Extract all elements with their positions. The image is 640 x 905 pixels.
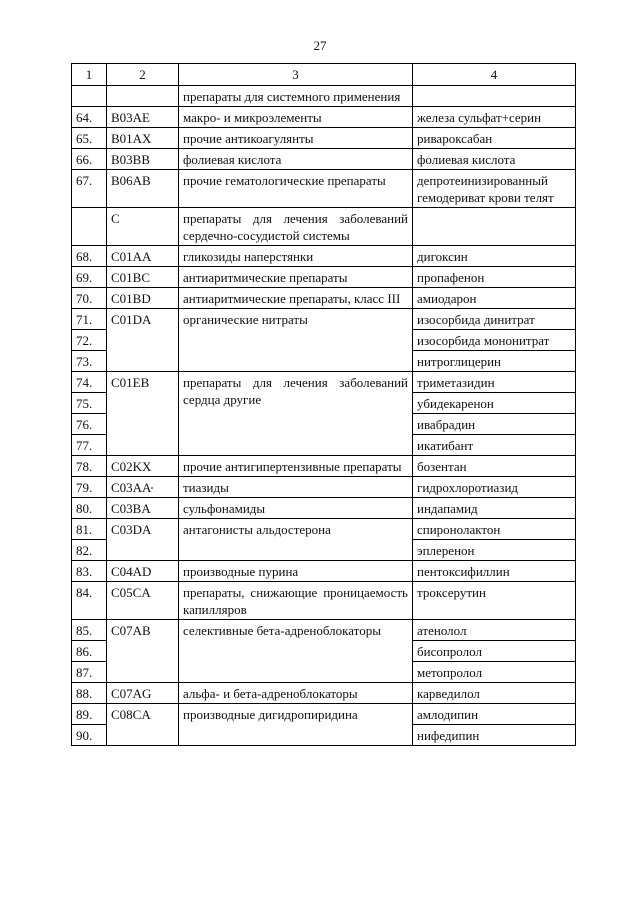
atc-code: B06AB bbox=[107, 170, 179, 208]
group-description: антиаритмические препараты bbox=[179, 267, 413, 288]
drug-name: амлодипин bbox=[413, 704, 576, 725]
drug-name: железа сульфат+серин bbox=[413, 107, 576, 128]
group-description: препараты для лечения заболеваний сердца другие bbox=[179, 372, 413, 456]
table-row bbox=[72, 267, 576, 288]
group-description: альфа- и бета-адреноблокаторы bbox=[179, 683, 413, 704]
row-number: 68. bbox=[72, 246, 107, 267]
drug-name: ривароксабан bbox=[413, 128, 576, 149]
drug-name: карведилол bbox=[413, 683, 576, 704]
group-description: макро- и микроэлементы bbox=[179, 107, 413, 128]
row-number: 79. bbox=[72, 477, 107, 498]
atc-code: C01AA bbox=[107, 246, 179, 267]
drug-table bbox=[71, 63, 576, 746]
row-number: 71. bbox=[72, 309, 107, 330]
atc-code: C03BA bbox=[107, 498, 179, 519]
row-number: 86. bbox=[72, 641, 107, 662]
row-number: 85. bbox=[72, 620, 107, 641]
atc-code: C03DA bbox=[107, 519, 179, 561]
drug-name: дигоксин bbox=[413, 246, 576, 267]
row-number: 80. bbox=[72, 498, 107, 519]
row-number: 83. bbox=[72, 561, 107, 582]
drug-name: метопролол bbox=[413, 662, 576, 683]
drug-name: икатибант bbox=[413, 435, 576, 456]
drug-name: депротеинизированный гемодериват крови телят bbox=[413, 170, 576, 208]
drug-name: убидекаренон bbox=[413, 393, 576, 414]
row-number: 64. bbox=[72, 107, 107, 128]
atc-code: C02KX bbox=[107, 456, 179, 477]
table-row bbox=[72, 86, 576, 107]
row-number: 76. bbox=[72, 414, 107, 435]
group-description: антиаритмические препараты, класс III bbox=[179, 288, 413, 309]
atc-code: C01BD bbox=[107, 288, 179, 309]
table-row bbox=[72, 683, 576, 704]
row-number: 87. bbox=[72, 662, 107, 683]
header-row bbox=[72, 64, 576, 86]
group-description: производные дигидропиридина bbox=[179, 704, 413, 746]
drug-name: пропафенон bbox=[413, 267, 576, 288]
group-description: препараты, снижающие проницаемость капилляров bbox=[179, 582, 413, 620]
row-number: 69. bbox=[72, 267, 107, 288]
group-description: гликозиды наперстянки bbox=[179, 246, 413, 267]
drug-name: ивабрадин bbox=[413, 414, 576, 435]
group-description: органические нитраты bbox=[179, 309, 413, 372]
atc-code: C08CA bbox=[107, 704, 179, 746]
atc-code: C04AD bbox=[107, 561, 179, 582]
group-description: прочие антикоагулянты bbox=[179, 128, 413, 149]
group-description: тиазиды bbox=[179, 477, 413, 498]
row-number: 82. bbox=[72, 540, 107, 561]
drug-name: гидрохлоротиазид bbox=[413, 477, 576, 498]
drug-name: изосорбида мононитрат bbox=[413, 330, 576, 351]
row-number: 65. bbox=[72, 128, 107, 149]
atc-code: B03AE bbox=[107, 107, 179, 128]
row-number: 67. bbox=[72, 170, 107, 208]
group-description: производные пурина bbox=[179, 561, 413, 582]
row-number: 88. bbox=[72, 683, 107, 704]
drug-name bbox=[413, 208, 576, 246]
atc-code: C01EB bbox=[107, 372, 179, 456]
row-number: 90. bbox=[72, 725, 107, 746]
page-number: 27 bbox=[313, 38, 327, 53]
group-description: сульфонамиды bbox=[179, 498, 413, 519]
drug-name: амиодарон bbox=[413, 288, 576, 309]
table-row bbox=[72, 519, 576, 540]
drug-name: эплеренон bbox=[413, 540, 576, 561]
table-row bbox=[72, 128, 576, 149]
row-number: 72. bbox=[72, 330, 107, 351]
row-number: 74. bbox=[72, 372, 107, 393]
drug-name: фолиевая кислота bbox=[413, 149, 576, 170]
group-description: прочие гематологические препараты bbox=[179, 170, 413, 208]
column-header: 1 bbox=[72, 64, 107, 86]
drug-name: спиронолактон bbox=[413, 519, 576, 540]
table-row bbox=[72, 582, 576, 620]
table-row bbox=[72, 309, 576, 330]
table-row bbox=[72, 208, 576, 246]
row-number: 77. bbox=[72, 435, 107, 456]
table-row bbox=[72, 246, 576, 267]
drug-name: атенолол bbox=[413, 620, 576, 641]
drug-name: пентоксифиллин bbox=[413, 561, 576, 582]
atc-code bbox=[107, 86, 179, 107]
atc-code: C07AB bbox=[107, 620, 179, 683]
column-header: 2 bbox=[107, 64, 179, 86]
drug-name: бисопролол bbox=[413, 641, 576, 662]
drug-name: нитроглицерин bbox=[413, 351, 576, 372]
table-row bbox=[72, 477, 576, 498]
atc-code: C bbox=[107, 208, 179, 246]
table-row bbox=[72, 170, 576, 208]
column-header: 3 bbox=[179, 64, 413, 86]
atc-code: C07AG bbox=[107, 683, 179, 704]
row-number: 66. bbox=[72, 149, 107, 170]
table-row bbox=[72, 456, 576, 477]
table-row bbox=[72, 149, 576, 170]
atc-code: B03BB bbox=[107, 149, 179, 170]
atc-code: C05CA bbox=[107, 582, 179, 620]
row-number: 70. bbox=[72, 288, 107, 309]
group-description: препараты для лечения заболеваний сердечно-сосудистой системы bbox=[179, 208, 413, 246]
table-row bbox=[72, 620, 576, 641]
row-number: 78. bbox=[72, 456, 107, 477]
group-description: препараты для системного применения bbox=[179, 86, 413, 107]
drug-name: троксерутин bbox=[413, 582, 576, 620]
drug-name: триметазидин bbox=[413, 372, 576, 393]
group-description: прочие антигипертензивные препараты bbox=[179, 456, 413, 477]
table-row bbox=[72, 288, 576, 309]
column-header: 4 bbox=[413, 64, 576, 86]
drug-name bbox=[413, 86, 576, 107]
drug-name: изосорбида динитрат bbox=[413, 309, 576, 330]
row-number bbox=[72, 86, 107, 107]
atc-code: C03AA bbox=[107, 477, 179, 498]
scan-speck bbox=[151, 487, 153, 489]
table-row bbox=[72, 107, 576, 128]
row-number: 75. bbox=[72, 393, 107, 414]
row-number: 81. bbox=[72, 519, 107, 540]
group-description: фолиевая кислота bbox=[179, 149, 413, 170]
drug-name: нифедипин bbox=[413, 725, 576, 746]
table-row bbox=[72, 561, 576, 582]
row-number bbox=[72, 208, 107, 246]
atc-code: B01AX bbox=[107, 128, 179, 149]
atc-code: C01BC bbox=[107, 267, 179, 288]
drug-name: бозентан bbox=[413, 456, 576, 477]
table-row bbox=[72, 372, 576, 393]
group-description: селективные бета-адреноблокаторы bbox=[179, 620, 413, 683]
atc-code: C01DA bbox=[107, 309, 179, 372]
row-number: 73. bbox=[72, 351, 107, 372]
row-number: 84. bbox=[72, 582, 107, 620]
row-number: 89. bbox=[72, 704, 107, 725]
table-row bbox=[72, 498, 576, 519]
group-description: антагонисты альдостерона bbox=[179, 519, 413, 561]
table-row bbox=[72, 704, 576, 725]
drug-name: индапамид bbox=[413, 498, 576, 519]
